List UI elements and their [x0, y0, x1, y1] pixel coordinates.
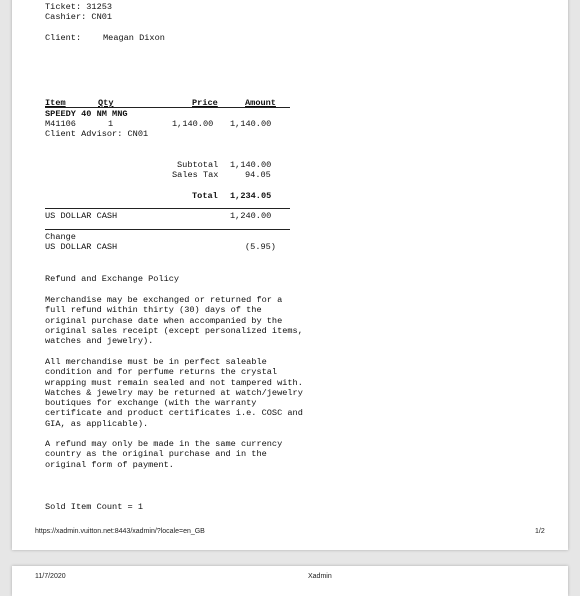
footer-url: https://xadmin.vuitton.net:8443/xadmin/?locale=en_GB — [35, 528, 205, 535]
client-advisor: Client Advisor: CN01 — [45, 129, 149, 139]
next-page — [12, 566, 568, 596]
payment-rule-top — [45, 208, 290, 209]
col-header-amount: Amount — [245, 98, 276, 108]
policy-paragraph-2: All merchandise must be in perfect saleable condition and for perfume returns the crystal wrapping must remain sealed and not tampered with. Watches & jewelry may be returned at watch/jewelry boutiques for exchange (with the warranty certificate and product certificates i.e. COSC and GIA, as applicable). — [45, 357, 303, 429]
sales-tax-value: 94.05 — [245, 170, 271, 180]
sold-item-count: Sold Item Count = 1 — [45, 502, 143, 512]
col-header-qty: Qty — [98, 98, 114, 108]
policy-paragraph-3: A refund may only be made in the same currency country as the original purchase and in the original form of payment. — [45, 439, 283, 470]
policy-paragraph-1: Merchandise may be exchanged or returned for a full refund within thirty (30) days of the original purchase date when accompanied by the original sales receipt (except personalized items, watches and jewelry). — [45, 295, 303, 347]
item-sku: M41106 — [45, 119, 76, 129]
next-page-title: Xadmin — [308, 573, 332, 580]
change-method: US DOLLAR CASH — [45, 242, 118, 252]
col-header-price: Price — [192, 98, 218, 108]
client-label: Client: — [45, 33, 82, 43]
subtotal-label: Subtotal — [177, 160, 219, 170]
payment-method: US DOLLAR CASH — [45, 211, 118, 221]
total-value: 1,234.05 — [230, 191, 272, 201]
total-label: Total — [192, 191, 218, 201]
subtotal-value: 1,140.00 — [230, 160, 272, 170]
item-qty: 1 — [108, 119, 114, 129]
col-header-item: Item — [45, 98, 66, 108]
footer-page-number: 1/2 — [535, 528, 545, 535]
sales-tax-label: Sales Tax — [172, 170, 219, 180]
change-rule — [45, 229, 290, 230]
change-amount: (5.95) — [245, 242, 276, 252]
next-page-date: 11/7/2020 — [35, 573, 66, 580]
ticket-number: Ticket: 31253 — [45, 2, 113, 12]
client-name: Meagan Dixon — [103, 33, 165, 43]
item-amount: 1,140.00 — [230, 119, 272, 129]
policy-title: Refund and Exchange Policy — [45, 274, 180, 284]
change-label: Change — [45, 232, 76, 242]
receipt-page — [12, 0, 568, 550]
item-price: 1,140.00 — [172, 119, 214, 129]
header-rule — [45, 107, 290, 108]
payment-amount: 1,240.00 — [230, 211, 272, 221]
item-name: SPEEDY 40 NM MNG — [45, 109, 128, 119]
cashier-id: Cashier: CN01 — [45, 12, 113, 22]
